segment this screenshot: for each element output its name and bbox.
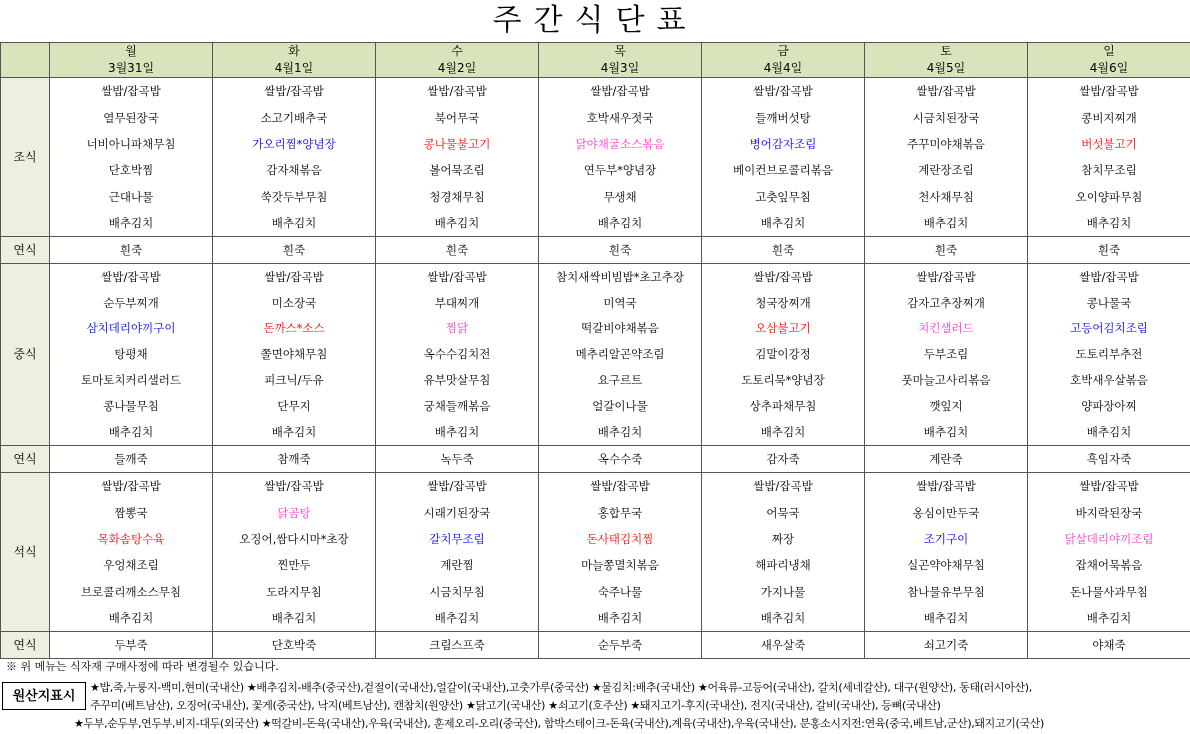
menu-item: 토마토치커리샐러드 bbox=[50, 368, 213, 394]
menu-item: 소고기배추국 bbox=[213, 104, 376, 130]
menu-item: 닭야채굴소스볶음 bbox=[539, 131, 702, 157]
snack-item: 녹두죽 bbox=[376, 445, 539, 472]
menu-item: 잡채어묵볶음 bbox=[1028, 552, 1190, 578]
snack-item: 두부죽 bbox=[50, 632, 213, 659]
menu-item: 쌀밥/잡곡밥 bbox=[1028, 472, 1190, 499]
origin-line: 주꾸미(베트남산), 오징어(국내산), 꽃게(중국산), 낙지(베트남산), 캔참치(원양산) ★닭고기(국내산) ★쇠고기(호주산) ★돼지고기-후지(국내산), 전지(국내산), 갈비(국내산), 등뼈(국내산) bbox=[90, 699, 941, 712]
menu-item: 가지나물 bbox=[702, 578, 865, 604]
menu-item: 시금치된장국 bbox=[865, 104, 1028, 130]
menu-row bbox=[1, 499, 1190, 525]
menu-item: 메추리알곤약조림 bbox=[539, 342, 702, 368]
menu-item: 버섯불고기 bbox=[1028, 131, 1190, 157]
menu-item: 참치무조림 bbox=[1028, 157, 1190, 183]
menu-item: 떡갈비야채볶음 bbox=[539, 316, 702, 342]
menu-item: 너비아니파채무침 bbox=[50, 131, 213, 157]
menu-item: 쌀밥/잡곡밥 bbox=[539, 78, 702, 105]
menu-row bbox=[1, 393, 1190, 419]
menu-row bbox=[1, 368, 1190, 394]
menu-item: 돈나물사과무침 bbox=[1028, 578, 1190, 604]
day-name: 금 bbox=[702, 43, 865, 61]
weekly-menu-table bbox=[0, 42, 1190, 659]
menu-item: 배추김치 bbox=[539, 605, 702, 632]
menu-row bbox=[1, 526, 1190, 552]
menu-item: 쌀밥/잡곡밥 bbox=[702, 472, 865, 499]
menu-item: 배추김치 bbox=[702, 605, 865, 632]
menu-item: 닭살데리야끼조림 bbox=[1028, 526, 1190, 552]
menu-item: 쌀밥/잡곡밥 bbox=[865, 472, 1028, 499]
menu-item: 조기구이 bbox=[865, 526, 1028, 552]
snack-item: 흰죽 bbox=[865, 237, 1028, 264]
menu-item: 깻잎지 bbox=[865, 393, 1028, 419]
menu-row bbox=[1, 316, 1190, 342]
menu-item: 근대나물 bbox=[50, 184, 213, 210]
menu-item: 쌀밥/잡곡밥 bbox=[50, 472, 213, 499]
snack-item: 흰죽 bbox=[213, 237, 376, 264]
menu-item: 숙주나물 bbox=[539, 578, 702, 604]
menu-item: 배추김치 bbox=[50, 419, 213, 445]
header-corner bbox=[1, 43, 50, 78]
menu-item: 찜닭 bbox=[376, 316, 539, 342]
menu-item: 쫄면야채무침 bbox=[213, 342, 376, 368]
menu-item: 치킨샐러드 bbox=[865, 316, 1028, 342]
meal-label-lunch: 중식 bbox=[1, 264, 50, 446]
menu-item: 돈사태김치찜 bbox=[539, 526, 702, 552]
snack-item: 감자죽 bbox=[702, 445, 865, 472]
menu-item: 탕평채 bbox=[50, 342, 213, 368]
day-date: 3월31일 bbox=[50, 60, 213, 78]
menu-item: 무생채 bbox=[539, 184, 702, 210]
menu-item: 쌀밥/잡곡밥 bbox=[702, 264, 865, 290]
menu-item: 배추김치 bbox=[376, 210, 539, 237]
menu-row bbox=[1, 552, 1190, 578]
origin-line: ★두부,순두부,연두부,비지-대두(외국산) ★떡갈비-돈육(국내산),우육(국내산), 훈제오리-오리(중국산), 함박스테이크-돈육(국내산),계육(국내산),우육(국내산), 분홍소시지전:연육(중국,베트남,군산),돼지고기(국산) bbox=[74, 717, 1044, 730]
snack-item: 계란죽 bbox=[865, 445, 1028, 472]
menu-item: 배추김치 bbox=[1028, 210, 1190, 237]
menu-item: 쌀밥/잡곡밥 bbox=[1028, 78, 1190, 105]
menu-item: 참치새싹비빔밥*초고추장 bbox=[539, 264, 702, 290]
menu-item: 풋마늘고사리볶음 bbox=[865, 368, 1028, 394]
menu-row bbox=[1, 210, 1190, 237]
menu-item: 병어감자조림 bbox=[702, 131, 865, 157]
menu-item: 배추김치 bbox=[1028, 605, 1190, 632]
snack-item: 흰죽 bbox=[1028, 237, 1190, 264]
day-date: 4월5일 bbox=[865, 60, 1028, 78]
menu-item: 갈치무조림 bbox=[376, 526, 539, 552]
menu-item: 배추김치 bbox=[376, 419, 539, 445]
menu-item: 짬뽕국 bbox=[50, 499, 213, 525]
menu-item: 감자채볶음 bbox=[213, 157, 376, 183]
menu-item: 옥수수김치전 bbox=[376, 342, 539, 368]
menu-item: 단무지 bbox=[213, 393, 376, 419]
menu-item: 가오리찜*양념장 bbox=[213, 131, 376, 157]
menu-item: 닭곰탕 bbox=[213, 499, 376, 525]
menu-row bbox=[1, 264, 1190, 290]
menu-item: 배추김치 bbox=[865, 419, 1028, 445]
menu-item: 요구르트 bbox=[539, 368, 702, 394]
day-name: 목 bbox=[539, 43, 702, 61]
menu-item: 옹심이만두국 bbox=[865, 499, 1028, 525]
menu-item: 콩나물무침 bbox=[50, 393, 213, 419]
menu-item: 쌀밥/잡곡밥 bbox=[702, 78, 865, 105]
menu-item: 얼갈이나물 bbox=[539, 393, 702, 419]
meal-label-dinner: 석식 bbox=[1, 472, 50, 631]
menu-item: 배추김치 bbox=[213, 605, 376, 632]
snack-item: 옥수수죽 bbox=[539, 445, 702, 472]
snack-label: 연식 bbox=[1, 632, 50, 659]
menu-item: 쌀밥/잡곡밥 bbox=[376, 78, 539, 105]
menu-row bbox=[1, 78, 1190, 105]
menu-item: 브로콜리깨소스무침 bbox=[50, 578, 213, 604]
menu-item: 쌀밥/잡곡밥 bbox=[50, 78, 213, 105]
menu-item: 청경채무침 bbox=[376, 184, 539, 210]
day-date: 4월1일 bbox=[213, 60, 376, 78]
menu-item: 배추김치 bbox=[539, 210, 702, 237]
menu-item: 시래기된장국 bbox=[376, 499, 539, 525]
menu-item: 목화솜탕수육 bbox=[50, 526, 213, 552]
day-name: 월 bbox=[50, 43, 213, 61]
menu-item: 콩비지찌개 bbox=[1028, 104, 1190, 130]
menu-item: 김말이강정 bbox=[702, 342, 865, 368]
change-notice: ※ 위 메뉴는 식자재 구매사정에 따라 변경될수 있습니다. bbox=[6, 660, 279, 673]
menu-row bbox=[1, 342, 1190, 368]
menu-item: 쑥갓두부무침 bbox=[213, 184, 376, 210]
snack-item: 흰죽 bbox=[702, 237, 865, 264]
menu-item: 계란찜 bbox=[376, 552, 539, 578]
origin-info bbox=[74, 679, 1190, 733]
menu-item: 어묵국 bbox=[702, 499, 865, 525]
menu-row bbox=[1, 104, 1190, 130]
snack-label: 연식 bbox=[1, 237, 50, 264]
menu-item: 쌀밥/잡곡밥 bbox=[213, 264, 376, 290]
menu-item: 바지락된장국 bbox=[1028, 499, 1190, 525]
menu-row bbox=[1, 578, 1190, 604]
menu-item: 쌀밥/잡곡밥 bbox=[50, 264, 213, 290]
menu-item: 단호박찜 bbox=[50, 157, 213, 183]
menu-item: 배추김치 bbox=[539, 419, 702, 445]
menu-item: 미소장국 bbox=[213, 290, 376, 316]
snack-label: 연식 bbox=[1, 445, 50, 472]
menu-row bbox=[1, 419, 1190, 445]
snack-item: 새우살죽 bbox=[702, 632, 865, 659]
snack-item: 흰죽 bbox=[539, 237, 702, 264]
menu-item: 배추김치 bbox=[376, 605, 539, 632]
menu-item: 볼어묵조림 bbox=[376, 157, 539, 183]
menu-item: 짜장 bbox=[702, 526, 865, 552]
menu-item: 배추김치 bbox=[702, 419, 865, 445]
menu-item: 배추김치 bbox=[50, 210, 213, 237]
menu-item: 배추김치 bbox=[213, 210, 376, 237]
menu-row bbox=[1, 184, 1190, 210]
menu-item: 찐만두 bbox=[213, 552, 376, 578]
snack-item: 흰죽 bbox=[376, 237, 539, 264]
menu-item: 고춧잎무침 bbox=[702, 184, 865, 210]
menu-item: 상추파채무침 bbox=[702, 393, 865, 419]
menu-item: 도토리묵*양념장 bbox=[702, 368, 865, 394]
meal-label-breakfast: 조식 bbox=[1, 78, 50, 237]
menu-item: 쌀밥/잡곡밥 bbox=[213, 472, 376, 499]
menu-item: 주꾸미야채볶음 bbox=[865, 131, 1028, 157]
menu-item: 계란장조림 bbox=[865, 157, 1028, 183]
menu-item: 마늘쫑멸치볶음 bbox=[539, 552, 702, 578]
menu-item: 쌀밥/잡곡밥 bbox=[213, 78, 376, 105]
menu-item: 해파리냉채 bbox=[702, 552, 865, 578]
menu-item: 호박새우젓국 bbox=[539, 104, 702, 130]
menu-item: 배추김치 bbox=[702, 210, 865, 237]
snack-item: 야채죽 bbox=[1028, 632, 1190, 659]
menu-item: 쌀밥/잡곡밥 bbox=[376, 264, 539, 290]
origin-line: ★밥,죽,누룽지-백미,현미(국내산) ★배추김치-배추(중국산),겉절이(국내산),얼갈이(국내산),고춧가루(중국산) ★물김치:배추(국내산) ★어육류-고등어(국내산), 갈치(세네갈산), 대구(원양산), 동태(러시아산), bbox=[90, 681, 1032, 694]
menu-item: 시금치무침 bbox=[376, 578, 539, 604]
menu-item: 피크닉/두유 bbox=[213, 368, 376, 394]
menu-item: 배추김치 bbox=[213, 419, 376, 445]
day-name: 화 bbox=[213, 43, 376, 61]
menu-item: 배추김치 bbox=[865, 210, 1028, 237]
menu-item: 순두부찌개 bbox=[50, 290, 213, 316]
day-date: 4월6일 bbox=[1028, 60, 1190, 78]
snack-item: 흑임자죽 bbox=[1028, 445, 1190, 472]
menu-item: 오삼불고기 bbox=[702, 316, 865, 342]
menu-item: 북어무국 bbox=[376, 104, 539, 130]
menu-row bbox=[1, 131, 1190, 157]
page-title: 주간식단표 bbox=[492, 3, 698, 38]
menu-item: 도토리부추전 bbox=[1028, 342, 1190, 368]
menu-item: 도라지무침 bbox=[213, 578, 376, 604]
menu-item: 배추김치 bbox=[865, 605, 1028, 632]
menu-item: 홍합무국 bbox=[539, 499, 702, 525]
day-name: 토 bbox=[865, 43, 1028, 61]
menu-row bbox=[1, 605, 1190, 632]
menu-item: 오징어,쌈다시마*초장 bbox=[213, 526, 376, 552]
menu-item: 배추김치 bbox=[1028, 419, 1190, 445]
menu-item: 유부맛살무침 bbox=[376, 368, 539, 394]
menu-item: 돈까스*소스 bbox=[213, 316, 376, 342]
snack-item: 참깨죽 bbox=[213, 445, 376, 472]
menu-item: 삼치데리야끼구이 bbox=[50, 316, 213, 342]
menu-item: 쌀밥/잡곡밥 bbox=[865, 264, 1028, 290]
menu-item: 호박새우살볶음 bbox=[1028, 368, 1190, 394]
snack-item: 들깨죽 bbox=[50, 445, 213, 472]
menu-item: 청국장찌개 bbox=[702, 290, 865, 316]
menu-item: 실곤약야채무침 bbox=[865, 552, 1028, 578]
menu-item: 쌀밥/잡곡밥 bbox=[865, 78, 1028, 105]
menu-item: 쌀밥/잡곡밥 bbox=[539, 472, 702, 499]
menu-item: 우엉채조림 bbox=[50, 552, 213, 578]
menu-item: 쌀밥/잡곡밥 bbox=[376, 472, 539, 499]
menu-item: 베이컨브로콜리볶음 bbox=[702, 157, 865, 183]
menu-item: 콩나물불고기 bbox=[376, 131, 539, 157]
menu-item: 미역국 bbox=[539, 290, 702, 316]
menu-item: 부대찌개 bbox=[376, 290, 539, 316]
menu-item: 감자고추장찌개 bbox=[865, 290, 1028, 316]
menu-row bbox=[1, 157, 1190, 183]
menu-row bbox=[1, 472, 1190, 499]
menu-item: 두부조림 bbox=[865, 342, 1028, 368]
snack-item: 흰죽 bbox=[50, 237, 213, 264]
day-name: 일 bbox=[1028, 43, 1190, 61]
menu-item: 양파장아찌 bbox=[1028, 393, 1190, 419]
menu-item: 궁채들깨볶음 bbox=[376, 393, 539, 419]
menu-item: 참나물유부무침 bbox=[865, 578, 1028, 604]
menu-item: 배추김치 bbox=[50, 605, 213, 632]
snack-item: 단호박죽 bbox=[213, 632, 376, 659]
menu-item: 열무된장국 bbox=[50, 104, 213, 130]
day-date: 4월2일 bbox=[376, 60, 539, 78]
menu-item: 쌀밥/잡곡밥 bbox=[1028, 264, 1190, 290]
menu-item: 오이양파무침 bbox=[1028, 184, 1190, 210]
snack-item: 쇠고기죽 bbox=[865, 632, 1028, 659]
menu-item: 콩나물국 bbox=[1028, 290, 1190, 316]
day-date: 4월4일 bbox=[702, 60, 865, 78]
day-name: 수 bbox=[376, 43, 539, 61]
origin-label: 원산지표시 bbox=[2, 682, 86, 710]
menu-row bbox=[1, 290, 1190, 316]
snack-item: 순두부죽 bbox=[539, 632, 702, 659]
snack-item: 크림스프죽 bbox=[376, 632, 539, 659]
menu-item: 고등어김치조림 bbox=[1028, 316, 1190, 342]
menu-item: 천사채무침 bbox=[865, 184, 1028, 210]
menu-item: 들깨버섯탕 bbox=[702, 104, 865, 130]
menu-item: 연두부*양념장 bbox=[539, 157, 702, 183]
day-date: 4월3일 bbox=[539, 60, 702, 78]
